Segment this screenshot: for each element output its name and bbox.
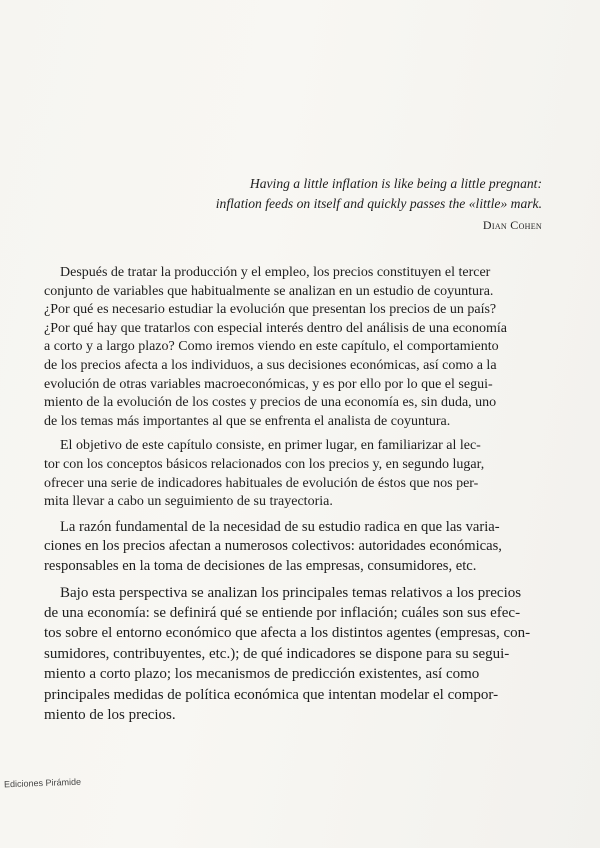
- epigraph-author: Dian Cohen: [482, 218, 542, 232]
- text-line: El objetivo de este capítulo consiste, en primer lugar, en familiarizar al lec-: [60, 438, 481, 454]
- epigraph-line: Having a little inflation is like being a little pregnant:: [249, 176, 542, 191]
- text-line: sumidores, contribuyentes, etc.); de qué indicadores se dispone para su segui-: [44, 645, 510, 662]
- text-line: miento de los precios.: [44, 706, 176, 723]
- text-line: tor con los conceptos básicos relacionados con los precios y, en segundo lugar,: [44, 456, 485, 472]
- text-line: ciones en los precios afectan a numerosos colectivos: autoridades económicas,: [44, 538, 502, 555]
- paragraph: [44, 264, 600, 431]
- text-line: de una economía: se definirá qué se entiende por inflación; cuáles son sus efec-: [44, 604, 521, 621]
- epigraph: [120, 174, 542, 214]
- text-line: mita llevar a cabo un seguimiento de su trayectoria.: [44, 494, 333, 510]
- text-line: Bajo esta perspectiva se analizan los principales temas relativos a los precios: [60, 584, 522, 601]
- text-line: responsables en la toma de decisiones de las empresas, consumidores, etc.: [44, 557, 477, 574]
- text-line: de los temas más importantes al que se enfrenta el analista de coyuntura.: [44, 413, 451, 429]
- text-line: tos sobre el entorno económico que afecta a los distintos agentes (empresas, con-: [44, 625, 531, 642]
- text-line: principales medidas de política económica que intentan modelar el compor-: [44, 686, 499, 703]
- paragraph: [44, 437, 600, 511]
- text-line: ¿Por qué es necesario estudiar la evolución que presentan los precios de un país?: [44, 302, 497, 318]
- body-text: [44, 264, 600, 731]
- publisher-footer: Ediciones Pirámide: [3, 776, 82, 790]
- text-line: Después de tratar la producción y el empleo, los precios constituyen el tercer: [60, 265, 491, 280]
- text-line: de los precios afecta a los individuos, a sus decisiones económicas, así como a la: [44, 357, 497, 373]
- text-line: miento de la evolución de los costes y precios de una economía es, sin duda, uno: [44, 395, 497, 411]
- text-line: ¿Por qué hay que tratarlos con especial interés dentro del análisis de una economía: [44, 320, 507, 336]
- text-line: La razón fundamental de la necesidad de su estudio radica en que las varia-: [60, 518, 500, 535]
- text-line: a corto y a largo plazo? Como iremos viendo en este capítulo, el comportamiento: [44, 339, 499, 355]
- text-line: ofrecer una serie de indicadores habituales de evolución de éstos que nos per-: [44, 475, 479, 491]
- paragraph: [44, 518, 600, 577]
- paragraph: [44, 583, 600, 726]
- text-line: evolución de otras variables macroeconómicas, y es por ello por lo que el segui-: [44, 376, 493, 392]
- text-line: conjunto de variables que habitualmente se analizan en un estudio de coyuntura.: [44, 283, 494, 299]
- text-line: miento a corto plazo; los mecanismos de predicción existentes, así como: [44, 666, 480, 683]
- epigraph-line: inflation feeds on itself and quickly passes the «little» mark.: [215, 196, 542, 211]
